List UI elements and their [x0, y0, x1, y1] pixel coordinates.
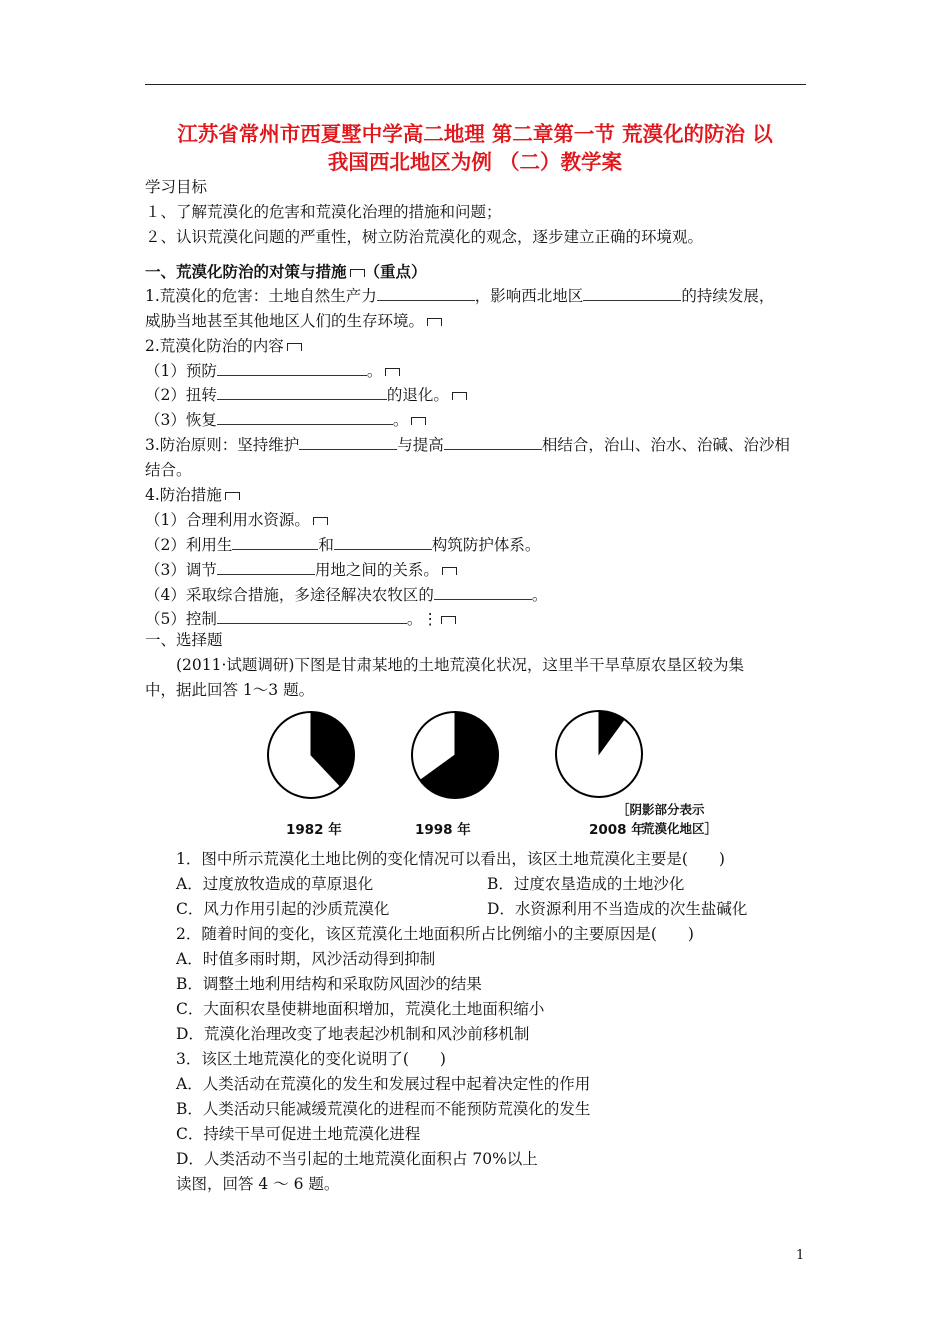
- edit-mark-icon: [313, 517, 328, 525]
- item-4-2-text-c: 构筑防护体系。: [431, 536, 541, 554]
- blank-region[interactable]: [583, 285, 681, 301]
- q2-option-d: D．荒漠化治理改变了地表起沙机制和风沙前移机制: [176, 1025, 530, 1043]
- objective-1: １、了解荒漠化的危害和荒漠化治理的措施和问题；: [145, 203, 502, 221]
- item-4-5-text-a: （5）控制: [145, 610, 217, 628]
- q3-option-d: D．人类活动不当引起的土地荒漠化面积占 70%以上: [176, 1150, 538, 1168]
- item-4-3-text-a: （3）调节: [145, 561, 217, 579]
- item-4: [145, 484, 240, 506]
- blank-maintain[interactable]: [299, 434, 397, 450]
- item-3-line-1: [145, 434, 790, 456]
- item-4-2: [145, 534, 540, 556]
- item-4-1-text: （1）合理利用水资源。: [145, 511, 310, 529]
- item-4-4-text-b: 。: [531, 586, 548, 604]
- question-3: 3．该区土地荒漠化的变化说明了( ): [176, 1050, 446, 1068]
- item-3-text-b: 与提高: [397, 436, 444, 454]
- section-2-intro-1: (2011·试题调研)下图是甘肃某地的土地荒漠化状况，这里半干旱草原农垦区较为集: [176, 656, 744, 674]
- item-3-text-a: 3.防治原则：坚持维护: [145, 436, 300, 454]
- question-1: 1．图中所示荒漠化土地比例的变化情况可以看出，该区土地荒漠化主要是( ): [176, 850, 725, 868]
- item-1-text-c: 的持续发展，: [681, 287, 775, 305]
- item-4-1: [145, 509, 328, 531]
- item-2-3: [145, 409, 426, 431]
- item-1-line-2: [145, 310, 442, 332]
- edit-mark-icon: [385, 368, 400, 376]
- item-2-2-end: 的退化。: [386, 386, 449, 404]
- item-1-text-a: 1.荒漠化的危害：土地自然生产力: [145, 287, 377, 305]
- edit-mark-icon: [287, 343, 302, 351]
- edit-mark-icon: [441, 616, 456, 624]
- item-4-5: [145, 608, 456, 630]
- item-1-text-d: 威胁当地甚至其他地区人们的生存环境。: [145, 312, 425, 330]
- item-2-1-text: （1）预防: [145, 362, 217, 380]
- item-3-line-2: 结合。: [145, 461, 192, 479]
- edit-mark-icon: [427, 318, 442, 326]
- item-2-2: [145, 384, 467, 406]
- pie-year-1982: 1982 年: [286, 822, 342, 838]
- blank-biological[interactable]: [232, 534, 318, 550]
- desertification-pie-charts: [255, 700, 725, 810]
- q2-option-a: A．时值多雨时期，风沙活动得到抑制: [176, 950, 436, 968]
- item-4-3-text-b: 用地之间的关系。: [314, 561, 439, 579]
- item-2-3-text: （3）恢复: [145, 411, 217, 429]
- item-2-text: 2.荒漠化防治的内容: [145, 337, 284, 355]
- item-3-text-c: 相结合，治山、治水、治碱、治沙相: [541, 436, 790, 454]
- edit-mark-icon: [225, 492, 240, 500]
- objectives-heading: 学习目标: [145, 178, 208, 196]
- q2-option-c: C．大面积农垦使耕地面积增加，荒漠化土地面积缩小: [176, 1000, 545, 1018]
- item-4-text: 4.防治措施: [145, 486, 222, 504]
- objective-2: ２、认识荒漠化问题的严重性，树立防治荒漠化的观念，逐步建立正确的环境观。: [145, 228, 704, 246]
- q1-option-b: B．过度农垦造成的土地沙化: [487, 875, 685, 893]
- header-rule: [145, 84, 806, 85]
- blank-engineering[interactable]: [334, 534, 432, 550]
- blank-energy[interactable]: [434, 584, 532, 600]
- question-2: 2．随着时间的变化，该区荒漠化土地面积所占比例缩小的主要原因是( ): [176, 925, 694, 943]
- q3-option-a: A．人类活动在荒漠化的发生和发展过程中起着决定性的作用: [176, 1075, 591, 1093]
- read-figure-prompt: 读图，回答 4 ～ 6 题。: [176, 1175, 340, 1193]
- edit-mark-icon: [452, 392, 467, 400]
- edit-mark-icon: [442, 567, 457, 575]
- blank-reverse[interactable]: [217, 384, 387, 400]
- blank-prevent[interactable]: [217, 360, 367, 376]
- q3-option-b: B．人类活动只能减缓荒漠化的进程而不能预防荒漠化的发生: [176, 1100, 591, 1118]
- item-2-1: [145, 360, 400, 382]
- item-4-4-text-a: （4）采取综合措施，多途径解决农牧区的: [145, 586, 434, 604]
- item-1-line-1: [145, 285, 774, 307]
- edit-mark-icon: [350, 269, 365, 277]
- section-1-heading: [145, 261, 427, 283]
- pie-legend-line-1: ［阴影部分表示: [617, 802, 705, 817]
- item-4-4: [145, 584, 547, 606]
- item-4-2-text-b: 和: [318, 536, 334, 554]
- pie-year-1998: 1998 年: [415, 822, 471, 838]
- blank-productivity[interactable]: [377, 285, 475, 301]
- section-1-note: （重点）: [364, 262, 427, 281]
- blank-restore[interactable]: [217, 409, 393, 425]
- section-2-heading: 一、选择题: [145, 631, 223, 649]
- q1-option-a: A．过度放牧造成的草原退化: [176, 875, 374, 893]
- section-2-intro-2: 中，据此回答 1～3 题。: [145, 681, 315, 699]
- item-4-2-text-a: （2）利用生: [145, 536, 233, 554]
- q1-option-c: C．风力作用引起的沙质荒漠化: [176, 900, 390, 918]
- page-number: 1: [796, 1248, 805, 1263]
- q1-option-d: D．水资源利用不当造成的次生盐碱化: [487, 900, 748, 918]
- q2-option-b: B．调整土地利用结构和采取防风固沙的结果: [176, 975, 482, 993]
- item-4-3: [145, 559, 457, 581]
- edit-mark-icon: [411, 417, 426, 425]
- pie-year-2008: 2008 年: [589, 822, 645, 838]
- item-2-1-end: 。: [366, 362, 383, 380]
- blank-population[interactable]: [217, 608, 407, 624]
- item-1-text-b: ，影响西北地区: [474, 287, 584, 305]
- item-2-3-end: 。: [392, 411, 409, 429]
- pie-legend-line-2: 荒漠化地区］: [642, 821, 718, 836]
- title-line-1: 江苏省常州市西夏墅中学高二地理 第二章第一节 荒漠化的防治 以: [177, 122, 773, 146]
- item-2: [145, 335, 302, 357]
- q3-option-c: C．持续干旱可促进土地荒漠化进程: [176, 1125, 421, 1143]
- blank-landuse[interactable]: [217, 559, 315, 575]
- title-line-2: 我国西北地区为例 （二）教学案: [327, 150, 623, 174]
- item-2-2-text: （2）扭转: [145, 386, 217, 404]
- section-1-title: 一、荒漠化防治的对策与措施: [145, 262, 347, 281]
- item-4-5-text-b: 。⋮: [406, 610, 438, 628]
- blank-improve[interactable]: [444, 434, 542, 450]
